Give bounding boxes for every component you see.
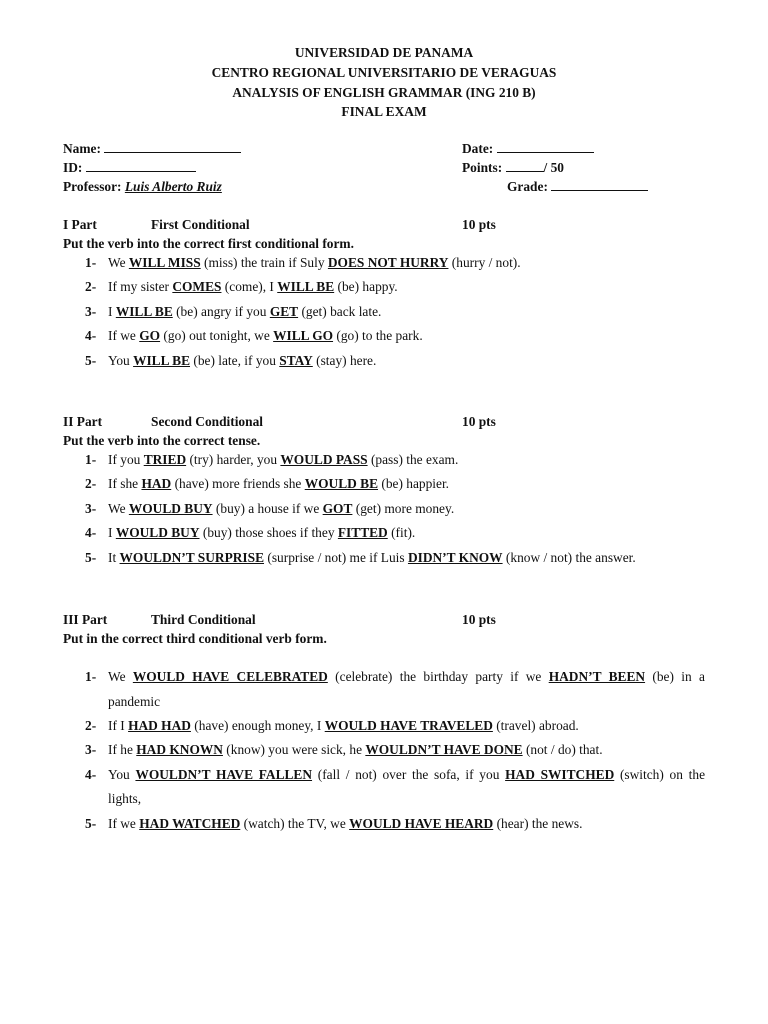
part2-instruction: Put the verb into the correct tense. — [63, 433, 261, 448]
part1-item: 3- I WILL BE (be) angry if you GET (get) back late. — [85, 304, 382, 319]
part1-label: I Part — [63, 217, 97, 232]
part2-item: 2- If she HAD (have) more friends she WOULD BE (be) happier. — [85, 476, 450, 491]
date-field: Date: — [462, 141, 594, 157]
part1-item: 2- If my sister COMES (come), I WILL BE (be) happy. — [85, 279, 398, 294]
points-field: Points: / 50 — [462, 160, 565, 175]
regional-center: CENTRO REGIONAL UNIVERSITARIO DE VERAGUAS — [211, 65, 557, 80]
sentence: If you TRIED (try) harder, you WOULD PASS (pass) the exam. — [108, 452, 459, 467]
part3-title: Third Conditional — [151, 612, 256, 627]
part2-item: 4- I WOULD BUY (buy) those shoes if they FITTED (fit). — [85, 525, 416, 540]
part3-label: III Part — [63, 612, 108, 627]
part3-item: You WOULDN’T HAVE FALLEN (fall / not) over the sofa, if you HAD SWITCHED (switch) on the — [108, 767, 706, 782]
sentence: If we HAD WATCHED (watch) the TV, we WOULD HAVE HEARD (hear) the news. — [108, 816, 583, 831]
grade-field: Grade: — [507, 179, 648, 195]
part2-points: 10 pts — [462, 414, 496, 429]
part2-item: 5- It WOULDN’T SURPRISE (surprise / not) me if Luis DIDN’T KNOW (know / not) the answer. — [85, 550, 636, 565]
part1-instruction: Put the verb into the correct first conditional form. — [63, 236, 354, 251]
part3-item: 3- If he HAD KNOWN (know) you were sick, he WOULDN’T HAVE DONE (not / do) that. — [85, 742, 603, 757]
part1-points: 10 pts — [462, 217, 496, 232]
sentence: You WILL BE (be) late, if you STAY (stay) here. — [108, 353, 377, 368]
part2-item: 3- We WOULD BUY (buy) a house if we GOT (get) more money. — [85, 501, 455, 516]
part3-instruction: Put in the correct third conditional verb form. — [63, 631, 327, 646]
sentence: I WOULD BUY (buy) those shoes if they FITTED (fit). — [108, 525, 416, 540]
part1-item: 4- If we GO (go) out tonight, we WILL GO (go) to the park. — [85, 328, 423, 343]
part3-item: 5- If we HAD WATCHED (watch) the TV, we WOULD HAVE HEARD (hear) the news. — [85, 816, 583, 831]
sentence: If I HAD HAD (have) enough money, I WOULD HAVE TRAVELED (travel) abroad. — [108, 718, 579, 733]
sentence: I WILL BE (be) angry if you GET (get) back late. — [108, 304, 382, 319]
professor-name: Luis Alberto Ruiz — [124, 179, 222, 194]
name-field: Name: — [63, 141, 241, 157]
sentence: It WOULDN’T SURPRISE (surprise / not) me if Luis DIDN’T KNOW (know / not) the answer. — [108, 550, 636, 565]
part3-points: 10 pts — [462, 612, 496, 627]
course-title: ANALYSIS OF ENGLISH GRAMMAR (ING 210 B) — [232, 85, 536, 100]
sentence: If my sister COMES (come), I WILL BE (be) happy. — [108, 279, 398, 294]
item-number: 4- — [85, 767, 97, 782]
professor-field: Professor: Luis Alberto Ruiz — [63, 179, 222, 194]
points-blank — [506, 160, 544, 172]
date-blank — [497, 141, 594, 153]
id-field: ID: — [63, 160, 196, 176]
part3-item: 2- If I HAD HAD (have) enough money, I WOULD HAVE TRAVELED (travel) abroad. — [85, 718, 579, 733]
part1-title: First Conditional — [151, 217, 250, 232]
sentence: If he HAD KNOWN (know) you were sick, he WOULDN’T HAVE DONE (not / do) that. — [108, 742, 603, 757]
name-blank — [104, 141, 241, 153]
part1-item: 1- We WILL MISS (miss) the train if Suly DOES NOT HURRY (hurry / not). — [85, 255, 521, 270]
sentence: If she HAD (have) more friends she WOULD BE (be) happier. — [108, 476, 450, 491]
part3-item-continuation: lights, — [108, 791, 142, 806]
university-name: UNIVERSIDAD DE PANAMA — [294, 45, 474, 60]
sentence: We WOULD BUY (buy) a house if we GOT (get) more money. — [108, 501, 455, 516]
id-blank — [86, 160, 196, 172]
item-number: 1- — [85, 669, 97, 684]
grade-blank — [551, 179, 648, 191]
part2-title: Second Conditional — [151, 414, 263, 429]
part2-item: 1- If you TRIED (try) harder, you WOULD PASS (pass) the exam. — [85, 452, 459, 467]
part1-item: 5- You WILL BE (be) late, if you STAY (stay) here. — [85, 353, 377, 368]
part3-item-continuation: pandemic — [108, 694, 161, 709]
part2-label: II Part — [63, 414, 103, 429]
part3-item: We WOULD HAVE CELEBRATED (celebrate) the birthday party if we HADN’T BEEN (be) in a — [108, 669, 705, 684]
exam-title: FINAL EXAM — [341, 104, 427, 119]
sentence: We WILL MISS (miss) the train if Suly DOES NOT HURRY (hurry / not). — [108, 255, 521, 270]
sentence: If we GO (go) out tonight, we WILL GO (go) to the park. — [108, 328, 423, 343]
